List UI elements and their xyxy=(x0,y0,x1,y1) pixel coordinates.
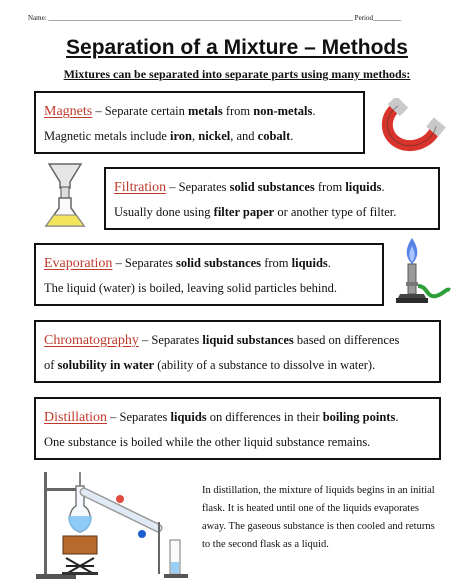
filtration-text: – Separates xyxy=(166,180,230,194)
chromatography-keyword: liquid substances xyxy=(202,333,294,347)
filtration-line-2 xyxy=(114,201,430,224)
chromatography-line-2 xyxy=(44,354,431,377)
filtration-term: Filtration xyxy=(114,180,167,195)
filtration-keyword: solid substances xyxy=(229,180,315,194)
chromatography-term: Chromatography xyxy=(44,333,139,348)
chromatography-text: – Separates xyxy=(138,333,203,347)
filtration-text: Usually done using xyxy=(114,204,214,219)
distillation-caption: In distillation, the mixture of liquids begins in an initial flask. It is heated until one of the liquids evaporates away. The gaseous substance is then cooled and returns to the second flask as a liquid. xyxy=(202,485,435,551)
filtration-text: . xyxy=(381,180,385,194)
name-period-line xyxy=(28,14,448,22)
filtration-keyword: liquids xyxy=(345,180,382,194)
magnets-text: Magnetic metals include xyxy=(44,128,171,143)
evaporation-text: . xyxy=(327,256,331,270)
evaporation-text: from xyxy=(261,256,292,270)
chromatography-line-1 xyxy=(44,328,431,354)
distillation-text: . xyxy=(395,410,399,424)
evaporation-term: Evaporation xyxy=(44,256,113,271)
filtration-text: or another type of filter. xyxy=(274,204,397,219)
name-blank[interactable]: _______________________________________________________________________________________ xyxy=(48,14,353,22)
magnets-box xyxy=(34,91,365,154)
magnets-keyword: iron xyxy=(170,128,193,143)
magnets-line-1 xyxy=(44,99,355,125)
bunsen-burner-icon xyxy=(392,236,452,308)
chromatography-box xyxy=(34,320,441,383)
magnets-keyword: non-metals xyxy=(253,104,313,118)
distillation-text: on differences in their xyxy=(206,410,323,424)
page-title: Separation of a Mixture – Methods xyxy=(66,36,408,59)
evaporation-keyword: liquids xyxy=(291,256,328,270)
filtration-keyword: filter paper xyxy=(213,204,275,219)
filtration-text: from xyxy=(314,180,346,194)
magnets-text: from xyxy=(222,104,254,118)
distillation-line-2: One substance is boiled while the other liquid substance remains. xyxy=(44,434,371,449)
magnets-line-2 xyxy=(44,125,355,148)
magnets-text: . xyxy=(312,104,316,118)
period-label: Period xyxy=(352,14,373,22)
page-subtitle: Mixtures can be separated into separate parts using many methods: xyxy=(63,67,411,81)
evaporation-keyword: solid substances xyxy=(175,256,262,270)
horseshoe-magnet-icon xyxy=(380,98,446,152)
distillation-box xyxy=(34,397,441,460)
name-label: Name: xyxy=(28,14,49,22)
distillation-keyword: boiling points xyxy=(322,410,396,424)
magnets-text: , xyxy=(192,128,199,143)
magnets-keyword: nickel xyxy=(198,128,231,143)
chromatography-text: of xyxy=(44,357,58,372)
evaporation-text: – Separates xyxy=(112,256,176,270)
period-blank[interactable]: ________ xyxy=(372,14,401,22)
magnets-text: – Separate certain xyxy=(92,104,189,118)
magnets-keyword: cobalt xyxy=(257,128,291,143)
magnets-text: . xyxy=(290,128,294,143)
evaporation-box xyxy=(34,243,384,306)
evaporation-line-2: The liquid (water) is boiled, leaving solid particles behind. xyxy=(44,280,337,295)
chromatography-text: (ability of a substance to dissolve in water). xyxy=(154,357,376,372)
chromatography-keyword: solubility in water xyxy=(57,357,155,372)
distillation-apparatus-icon xyxy=(30,466,196,582)
magnets-keyword: metals xyxy=(188,104,223,118)
evaporation-line-1 xyxy=(44,251,374,277)
distillation-line-1 xyxy=(44,405,431,431)
chromatography-text: based on differences xyxy=(293,333,400,347)
distillation-term: Distillation xyxy=(44,410,107,425)
filtration-line-1 xyxy=(114,175,430,201)
magnets-term: Magnets xyxy=(44,104,93,119)
magnets-text: , and xyxy=(230,128,258,143)
distillation-keyword: liquids xyxy=(170,410,207,424)
filtration-box xyxy=(104,167,440,230)
distillation-text: – Separates xyxy=(107,410,171,424)
filter-funnel-flask-icon xyxy=(40,160,90,230)
